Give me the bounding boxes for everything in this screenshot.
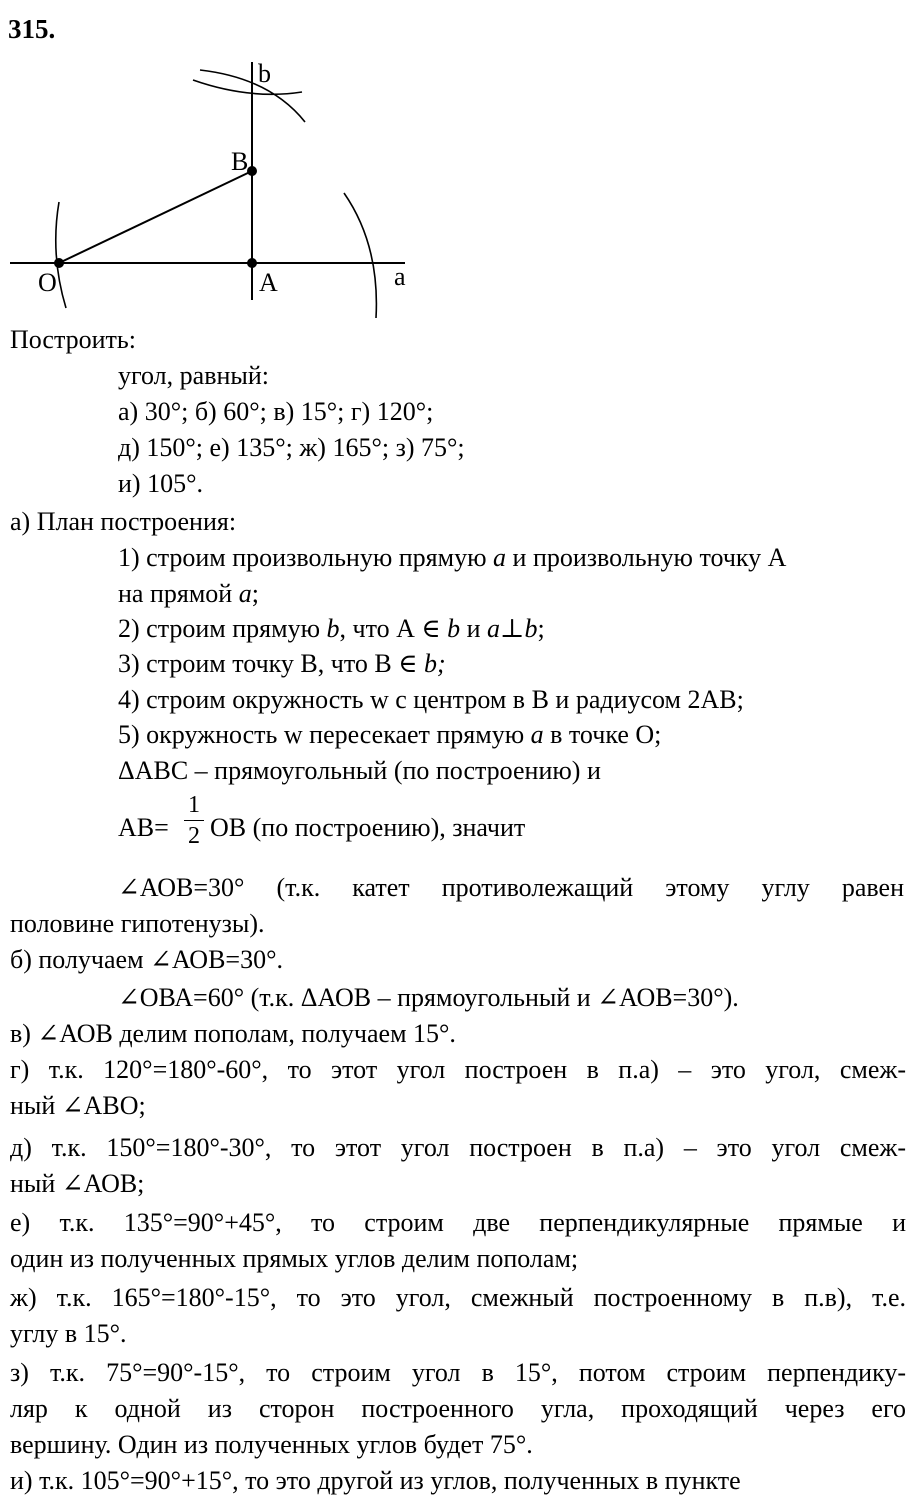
part-g-line-1: г) т.к. 120°=180°-60°, то этот угол построен в п.а) – это угол, смеж- bbox=[10, 1055, 906, 1084]
plan-step-1-cont bbox=[118, 576, 259, 612]
ab-prefix: АВ= bbox=[118, 813, 169, 842]
part-d-line-1: д) т.к. 150°=180°-30°, то этот угол построен в п.а) – это угол смеж- bbox=[10, 1133, 906, 1162]
part-zh-line-2: углу в 15°. bbox=[10, 1319, 127, 1348]
step-text: ; bbox=[251, 579, 259, 608]
segment-ob bbox=[59, 171, 252, 263]
step-text: , что А ∈ bbox=[339, 614, 441, 643]
var-a: a bbox=[493, 543, 507, 572]
fraction-one-half bbox=[184, 792, 204, 849]
plan-step-4: 4) строим окружность w с центром в В и радиусом 2АВ; bbox=[118, 685, 744, 714]
ab-suffix: ОВ (по построению), значит bbox=[210, 813, 526, 842]
point-a bbox=[247, 258, 257, 268]
label-point-b: B bbox=[231, 147, 249, 176]
part-i-line-1: и) т.к. 105°=90°+15°, то это другой из углов, полученных в пункте bbox=[10, 1466, 741, 1495]
task-line: д) 150°; е) 135°; ж) 165°; з) 75°; bbox=[118, 433, 465, 462]
step-text: 3) строим точку В, что В ∈ bbox=[118, 649, 418, 678]
var-b: b bbox=[447, 614, 461, 643]
plan-step-2 bbox=[118, 611, 545, 647]
part-z-line-1: з) т.к. 75°=90°-15°, то строим угол в 15°, потом строим перпендику- bbox=[10, 1358, 906, 1387]
part-zh-line-1: ж) т.к. 165°=180°-15°, то это угол, смежный построенному в п.в), т.е. bbox=[10, 1283, 906, 1312]
part-b-line-2: ∠ОВА=60° (т.к. ΔАОВ – прямоугольный и ∠АОВ=30°). bbox=[118, 983, 739, 1012]
step-text: в точке О; bbox=[550, 720, 662, 749]
label-a-line: a bbox=[394, 262, 406, 291]
label-b-line: b bbox=[258, 59, 271, 88]
step-text: на прямой bbox=[118, 579, 233, 608]
point-o bbox=[54, 258, 64, 268]
task-heading: Построить: bbox=[10, 325, 137, 354]
plan-step-1 bbox=[118, 540, 910, 576]
step-text: ; bbox=[537, 614, 545, 643]
angle-line-2: половине гипотенузы). bbox=[10, 909, 265, 938]
arc-top-1 bbox=[193, 80, 302, 94]
part-e-line-1: е) т.к. 135°=90°+45°, то строим две перпендикулярные прямые и bbox=[10, 1208, 906, 1237]
task-line: и) 105°. bbox=[118, 469, 203, 498]
step-text: и bbox=[466, 614, 481, 643]
var-b: b bbox=[326, 614, 340, 643]
var-a: a bbox=[530, 720, 544, 749]
step-text: 5) окружность w пересекает прямую bbox=[118, 720, 525, 749]
fraction-bar bbox=[184, 820, 204, 821]
arc-right bbox=[344, 193, 376, 318]
part-z-line-2: ляр к одной из сторон построенного угла, проходящий через его bbox=[10, 1394, 906, 1423]
var-perp: a⊥b bbox=[487, 614, 538, 643]
part-d-line-2: ный ∠АОВ; bbox=[10, 1169, 145, 1198]
triangle-line: ΔАВС – прямоугольный (по построению) и bbox=[118, 756, 601, 785]
step-text: и произвольную точку А bbox=[512, 543, 787, 572]
label-point-a: A bbox=[259, 268, 278, 297]
problem-number: 315. bbox=[8, 14, 56, 44]
task-line: а) 30°; б) 60°; в) 15°; г) 120°; bbox=[118, 397, 434, 426]
part-e-line-2: один из полученных прямых углов делим пополам; bbox=[10, 1244, 579, 1273]
plan-heading: а) План построения: bbox=[10, 507, 237, 536]
step-text: 2) строим прямую bbox=[118, 614, 320, 643]
fraction-numerator: 1 bbox=[188, 792, 200, 818]
part-g-line-2: ный ∠АВО; bbox=[10, 1091, 146, 1120]
fraction-denominator: 2 bbox=[188, 823, 200, 849]
task-line: угол, равный: bbox=[118, 361, 269, 390]
part-z-line-3: вершину. Один из полученных углов будет 75°. bbox=[10, 1430, 533, 1459]
var-b: b; bbox=[423, 649, 446, 678]
point-b bbox=[247, 166, 257, 176]
step-text: 1) строим произвольную прямую bbox=[118, 543, 487, 572]
part-v-line: в) ∠АОВ делим пополам, получаем 15°. bbox=[10, 1019, 456, 1048]
plan-step-3 bbox=[118, 646, 446, 682]
label-point-o: O bbox=[38, 268, 57, 297]
plan-step-5 bbox=[118, 717, 661, 753]
var-a: a bbox=[238, 579, 252, 608]
angle-line-1: ∠АОВ=30° (т.к. катет противолежащий этому углу равен bbox=[118, 873, 904, 902]
construction-figure bbox=[0, 50, 440, 325]
part-b-line-1: б) получаем ∠АОВ=30°. bbox=[10, 945, 283, 974]
arc-o bbox=[56, 202, 66, 308]
